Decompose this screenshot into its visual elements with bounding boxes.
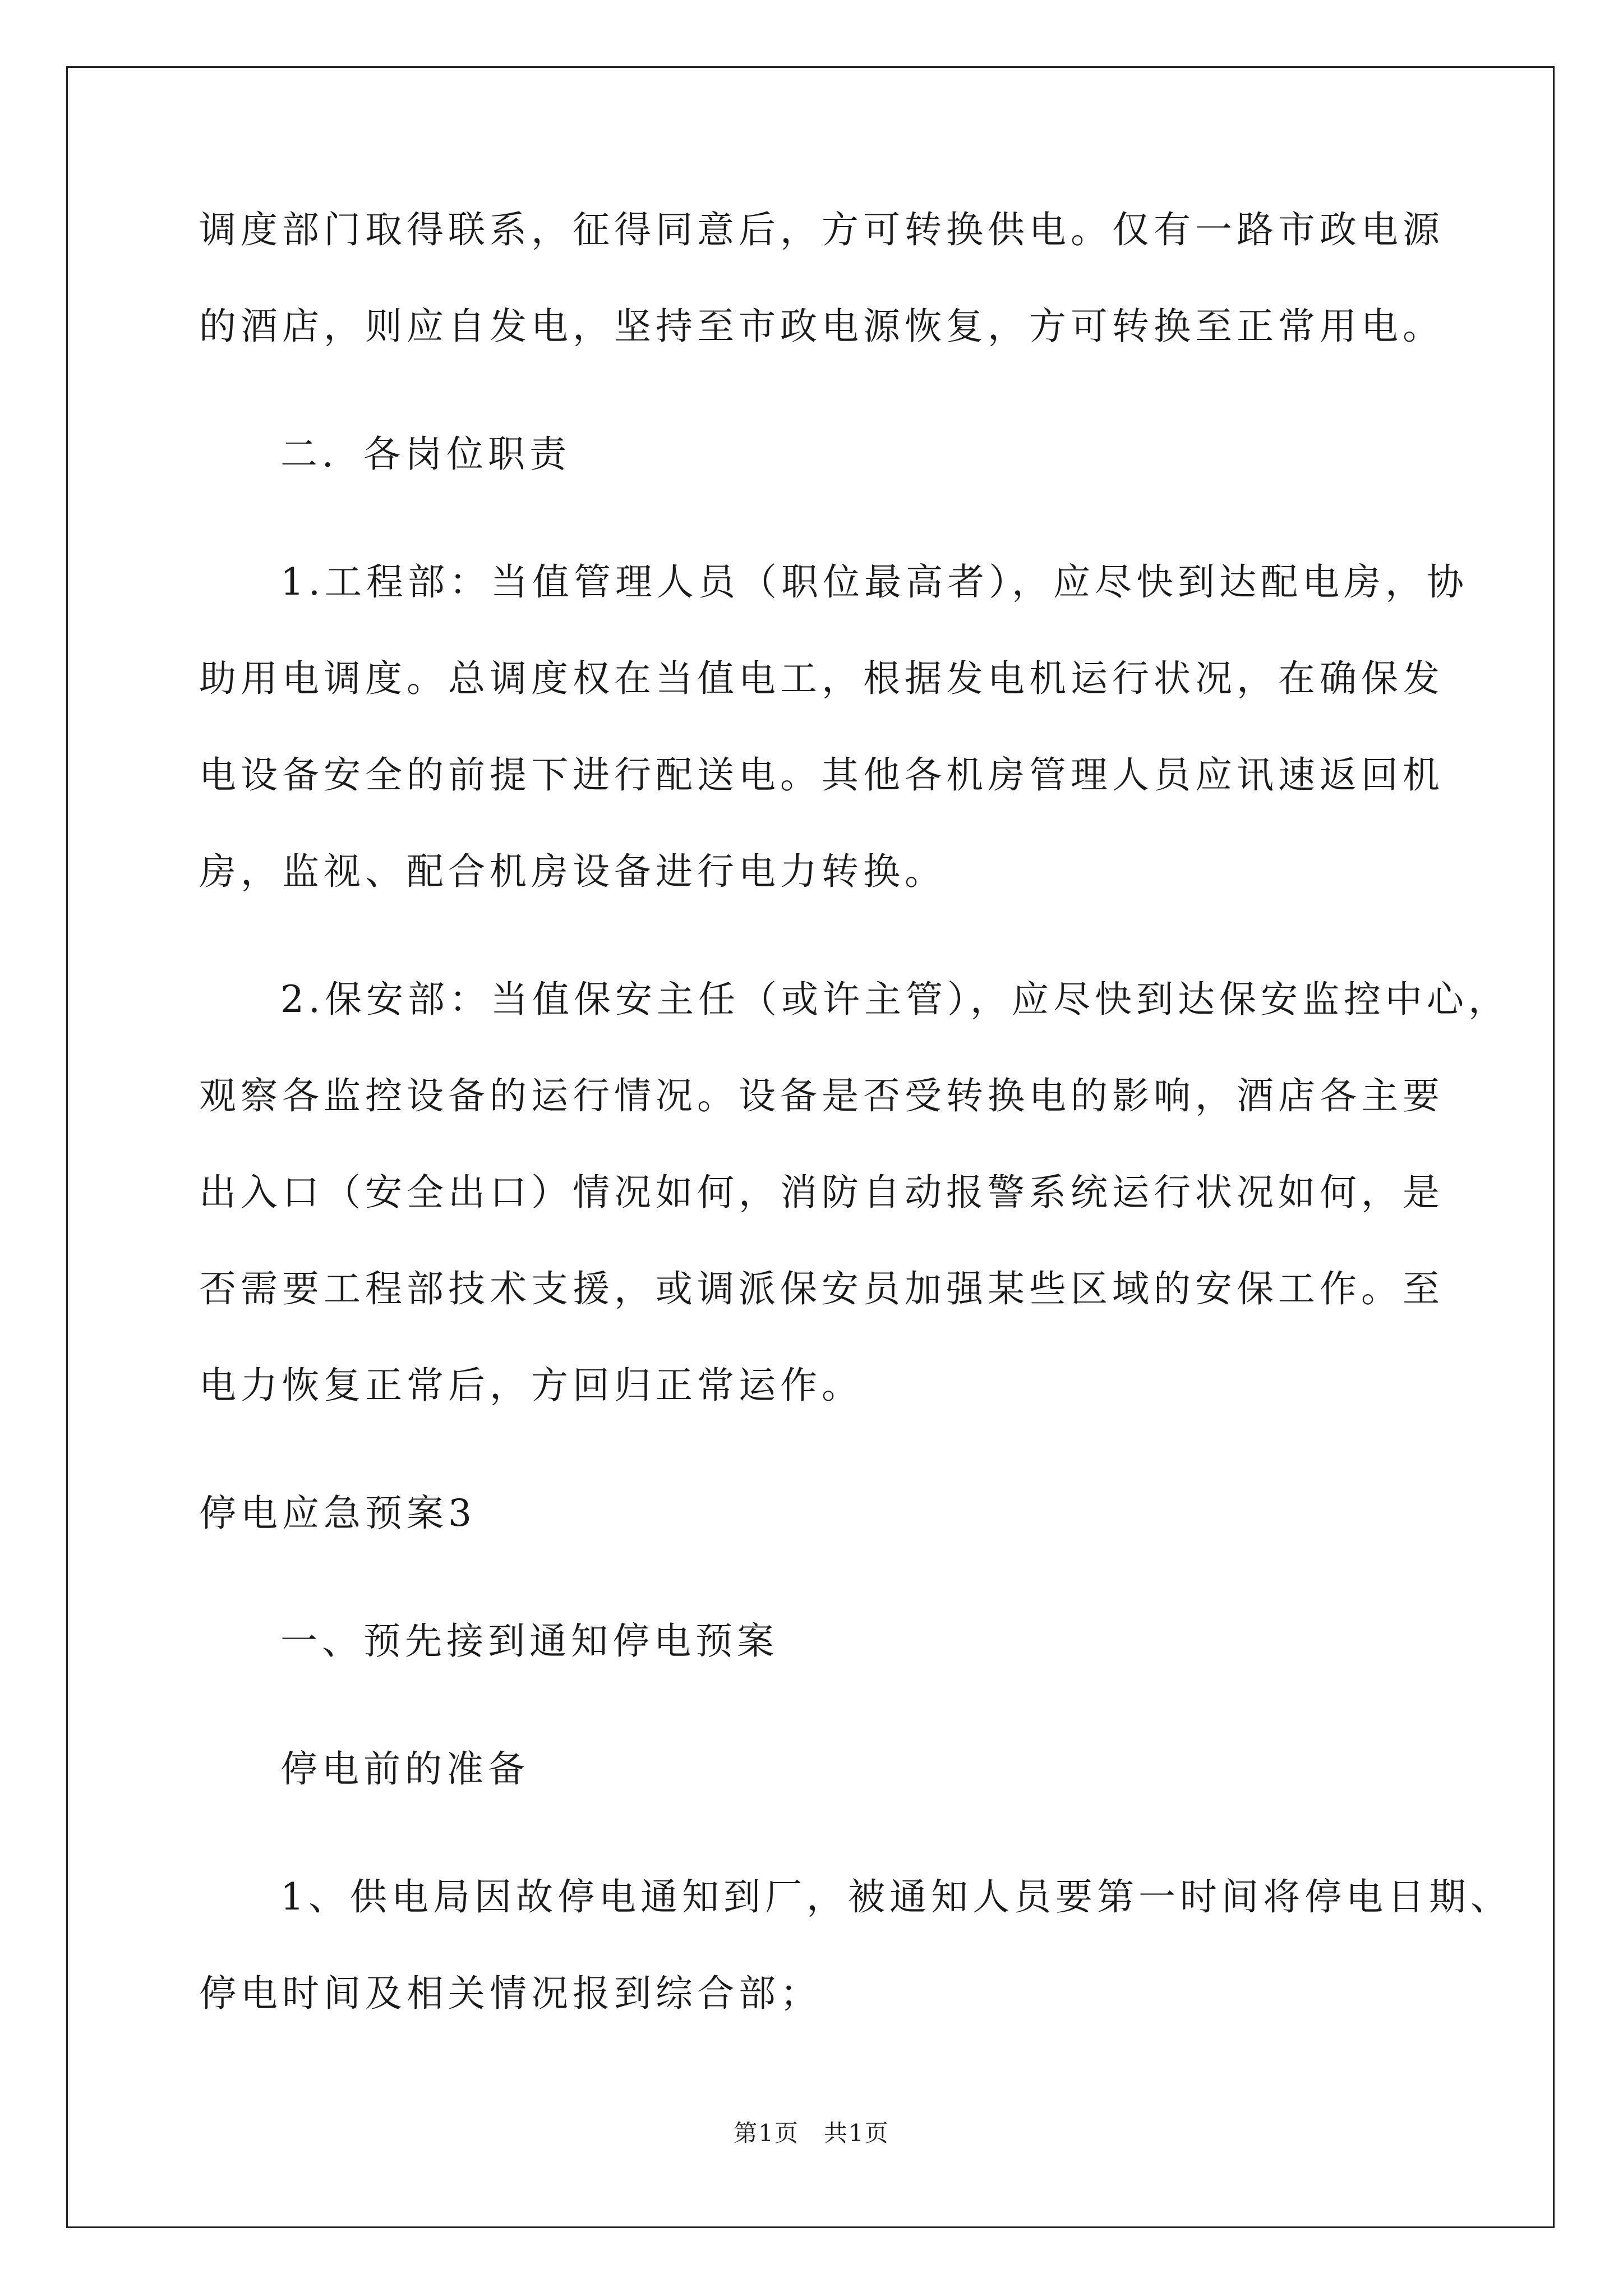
paragraph-line: 否需要工程部技术支援，或调派保安员加强某些区域的安保工作。至: [199, 1267, 1444, 1310]
paragraph-line: 停电时间及相关情况报到综合部；: [199, 1972, 822, 2015]
paragraph-line: 电力恢复正常后，方回归正常运作。: [199, 1364, 863, 1407]
paragraph-line: 的酒店，则应自发电，坚持至市政电源恢复，方可转换至正常用电。: [199, 305, 1444, 348]
paragraph-line: 电设备安全的前提下进行配送电。其他各机房管理人员应讯速返回机: [199, 753, 1444, 797]
subsection-heading: 停电前的准备: [280, 1747, 529, 1791]
paragraph-line: 2.保安部：当值保安主任（或许主管），应尽快到达保安监控中心，: [280, 978, 1510, 1021]
paragraph-line: 房，监视、配合机房设备进行电力转换。: [199, 850, 946, 893]
paragraph-line: 出入口（安全出口）情况如何，消防自动报警系统运行状况如何，是: [199, 1171, 1444, 1214]
paragraph-line: 调度部门取得联系，征得同意后，方可转换供电。仅有一路市政电源: [199, 208, 1444, 251]
paragraph-line: 1.工程部：当值管理人员（职位最高者），应尽快到达配电房，协: [280, 560, 1468, 604]
paragraph-line: 观察各监控设备的运行情况。设备是否受转换电的影响，酒店各主要: [199, 1074, 1444, 1117]
paragraph-line: 1、供电局因故停电通知到厂，被通知人员要第一时间将停电日期、: [280, 1875, 1512, 1918]
paragraph-line: 助用电调度。总调度权在当值电工，根据发电机运行状况，在确保发: [199, 657, 1444, 700]
section-heading: 一、预先接到通知停电预案: [280, 1619, 778, 1663]
document-title: 停电应急预案3: [199, 1492, 476, 1535]
page-number-footer: 第1页 共1页: [734, 2119, 889, 2147]
section-heading: 二．各岗位职责: [280, 432, 571, 476]
